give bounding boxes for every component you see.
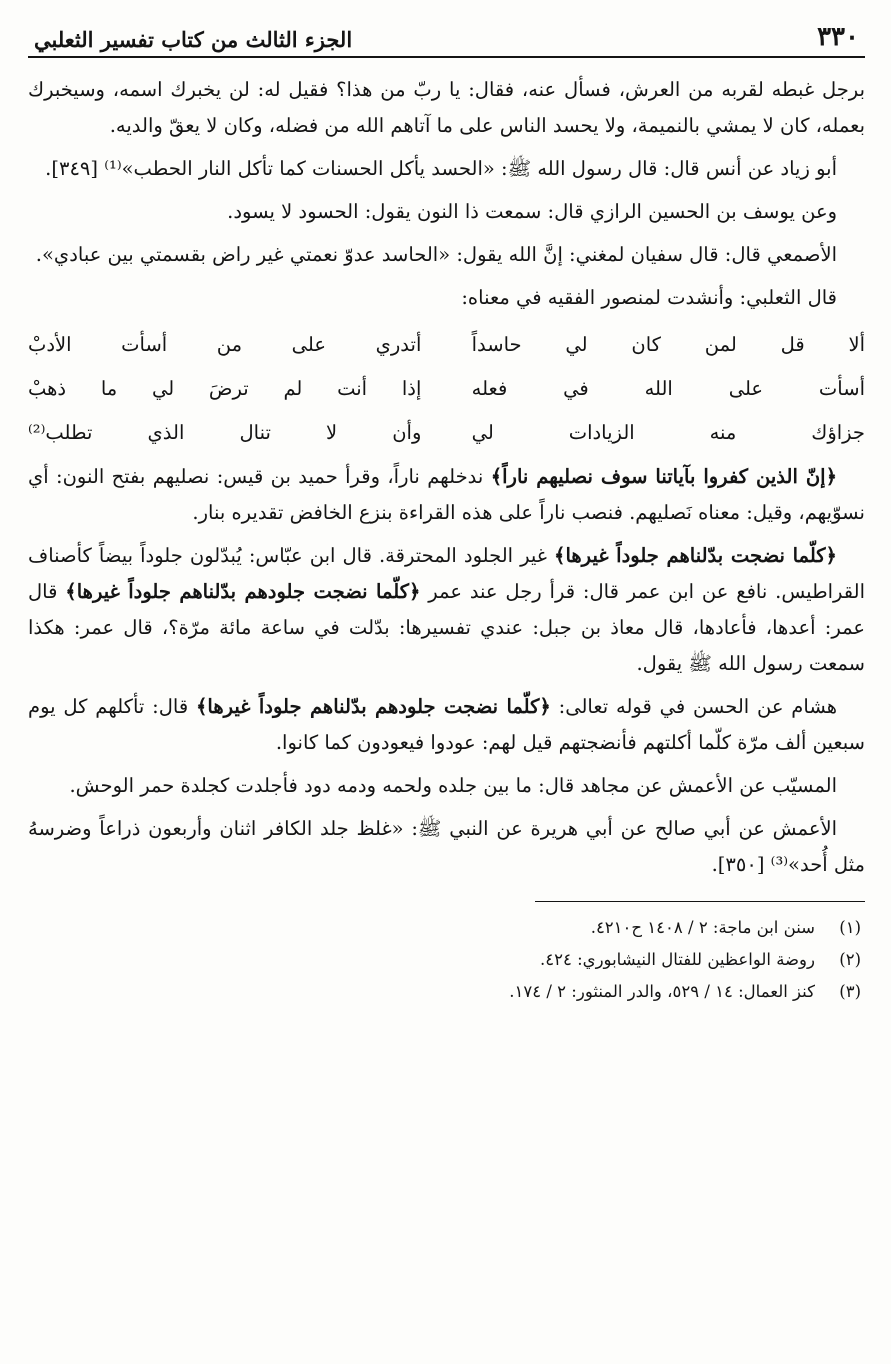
paragraph-text: المسيّب عن الأعمش عن مجاهد قال: ما بين جلده ولحمه ودمه دود فأجلدت كجلدة حمر الوحش.	[69, 774, 837, 797]
poem-verse	[28, 323, 865, 367]
paragraph-text: قال الثعلبي: وأنشدت لمنصور الفقيه في معناه:	[461, 286, 837, 309]
quranic-quote: ﴿كلّما نضجت جلودهم بدّلناهم جلوداً غيرها﴾	[65, 580, 421, 603]
paragraph	[28, 237, 865, 273]
quranic-quote: ﴿كلّما نضجت جلودهم بدّلناهم جلوداً غيرها﴾	[195, 695, 551, 718]
quranic-quote: ﴿كلّما نضجت بدّلناهم جلوداً غيرها﴾	[554, 544, 837, 567]
paragraph	[28, 811, 865, 883]
quranic-quote: ﴿إنّ الذين كفروا بآياتنا سوف نصليهم ناراً﴾	[490, 465, 837, 488]
footnote-number: (٣)	[839, 982, 861, 1001]
paragraph	[28, 689, 865, 761]
book-page	[28, 22, 865, 1344]
poem-hemistich-second: وأن لا تنال الذي تطلب⁽²⁾	[28, 421, 422, 444]
footnote-text: كنز العمال: ١٤ / ٥٢٩، والدر المنثور: ٢ / ١٧٤.	[509, 982, 815, 1001]
footnotes	[28, 912, 865, 1008]
page-header	[28, 22, 865, 58]
paragraph	[28, 151, 865, 187]
poem-hemistich-first: أسأت على الله في فعله	[471, 377, 865, 400]
paragraphs-before-poem	[28, 72, 865, 316]
paragraph-text: أبو زياد عن أنس قال: قال رسول الله ﷺ: «الحسد يأكل الحسنات كما تأكل النار الحطب»⁽¹⁾ [٣٤٩].	[45, 157, 837, 180]
poem-hemistich-second: أتدري على من أسأت الأدبْ	[28, 333, 422, 356]
paragraph	[28, 194, 865, 230]
poem-verse	[28, 411, 865, 455]
poem-hemistich-first: ألا قل لمن كان لي حاسداً	[471, 333, 865, 356]
paragraph	[28, 280, 865, 316]
poem	[28, 323, 865, 455]
poem-hemistich-first: جزاؤك منه الزيادات لي	[471, 421, 865, 444]
paragraph-text: قال: تأكلهم كل يوم سبعين ألف مرّة كلّما أكلتهم فأنضجتهم قيل لهم: عودوا فيعودون كما كانوا.	[28, 695, 865, 754]
paragraph-text: قال عمر: أعدها، فأعادها، قال معاذ بن جبل: عندي تفسيرها: بدّلت في ساعة مائة مرّة؟، قال عمر: هكذا سمعت رسول الله ﷺ يقول.	[28, 580, 865, 675]
paragraphs-after-poem	[28, 459, 865, 883]
poem-hemistich-second: إذا أنت لم ترضَ لي ما ذهبْ	[28, 377, 422, 400]
footnote	[28, 944, 865, 976]
paragraph-text: ندخلهم ناراً، وقرأ حميد بن قيس: نصليهم بفتح النون: أي نسوّيهم، وقيل: معناه نَصليهم. فنصب ناراً على هذه القراءة بنزع الخافض تقديره بنار.	[28, 465, 865, 524]
paragraph	[28, 459, 865, 531]
paragraph-text: برجل غبطه لقربه من العرش، فسأل عنه، فقال: يا ربّ من هذا؟ فقيل له: لن يخبرك اسمه، وسيخبرك بعمله، كان لا يمشي بالنميمة، ولا يحسد الناس على ما آتاهم الله من فضله، وكان لا يعقّ والديه.	[28, 78, 865, 137]
paragraph-text: وعن يوسف بن الحسين الرازي قال: سمعت ذا النون يقول: الحسود لا يسود.	[227, 200, 837, 223]
paragraph	[28, 538, 865, 682]
poem-verse	[28, 367, 865, 411]
footnote-text: سنن ابن ماجة: ٢ / ١٤٠٨ ح٤٢١٠.	[590, 918, 815, 937]
footnote-number: (٢)	[839, 950, 861, 969]
page-number: ٣٣٠	[817, 22, 859, 52]
main-text	[28, 72, 865, 1008]
paragraph-text: غير الجلود المحترقة. قال ابن عبّاس: يُبدّلون جلوداً بيضاً كأصناف القراطيس. نافع عن ابن عمر قال: قرأ رجل عند عمر	[28, 544, 865, 603]
footnote	[28, 912, 865, 944]
paragraph-text: الأصمعي قال: قال سفيان لمغني: إنَّ الله يقول: «الحاسد عدوّ نعمتي غير راض بقسمتي بين عبادي».	[35, 243, 837, 266]
paragraph-text: هشام عن الحسن في قوله تعالى:	[550, 695, 837, 718]
footnote-text: روضة الواعظين للفتال النيشابوري: ٤٢٤.	[540, 950, 815, 969]
paragraph	[28, 768, 865, 804]
footnote-divider	[535, 901, 865, 902]
paragraph-text: الأعمش عن أبي صالح عن أبي هريرة عن النبي ﷺ: «غلظ جلد الكافر اثنان وأربعون ذراعاً وضرسهُ مثل أُحد»⁽³⁾ [٣٥٠].	[28, 817, 865, 876]
paragraph	[28, 72, 865, 144]
footnote-number: (١)	[839, 918, 861, 937]
running-title: الجزء الثالث من كتاب تفسير الثعلبي	[34, 27, 353, 52]
footnote	[28, 976, 865, 1008]
